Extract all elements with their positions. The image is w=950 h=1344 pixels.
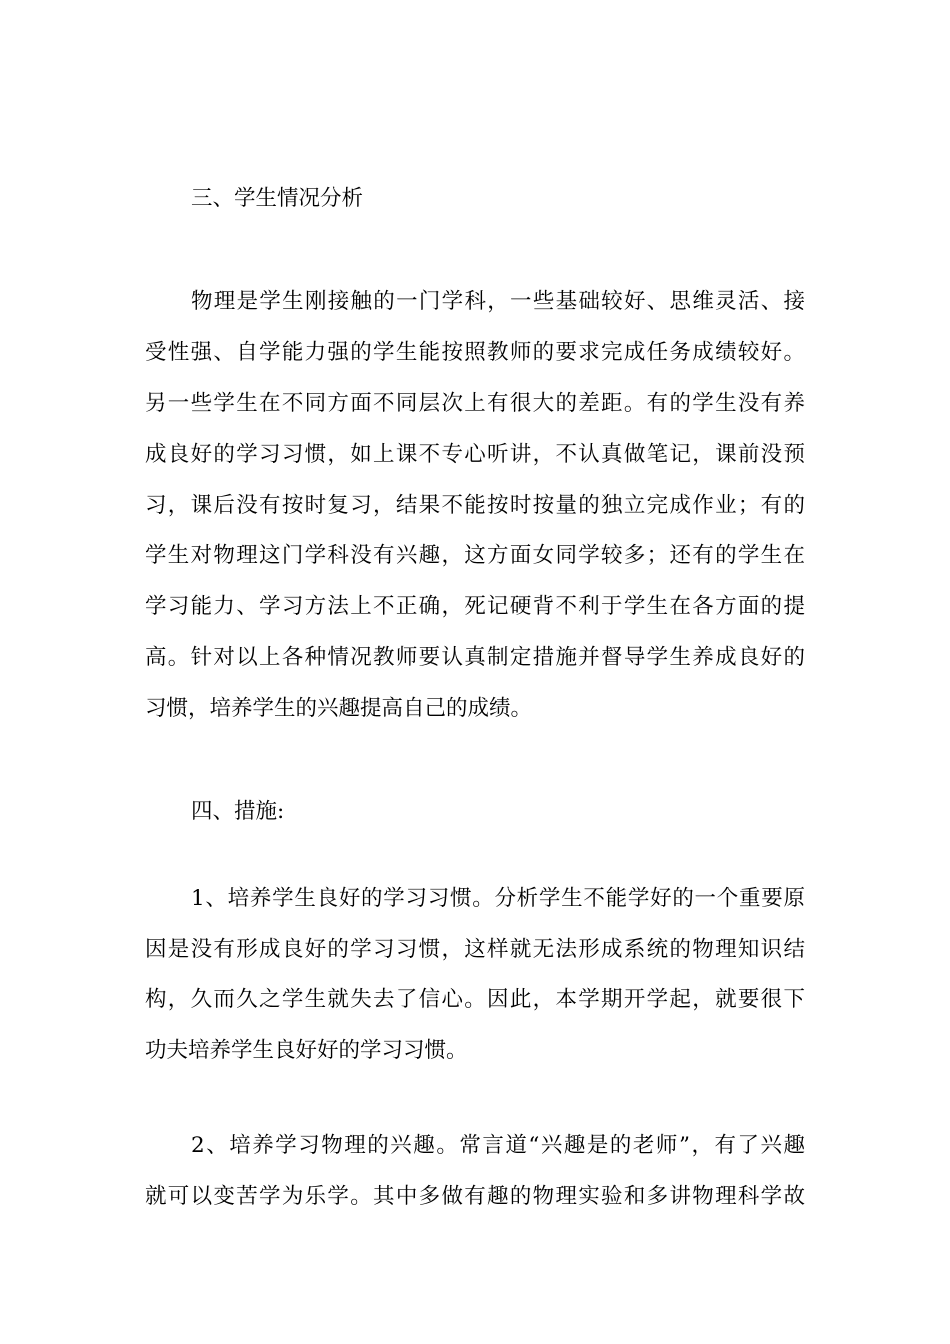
paragraph-line: 1、培养学生良好的学习习惯。分析学生不能学好的一个重要原: [191, 886, 805, 911]
paragraph-line: 学生对物理这门学科没有兴趣，这方面女同学较多；还有的学生在: [145, 543, 805, 568]
paragraph-line: 受性强、自学能力强的学生能按照教师的要求完成任务成绩较好。: [145, 340, 805, 365]
paragraph-line: 习惯，培养学生的兴趣提高自己的成绩。: [145, 696, 533, 721]
paragraph-line: 高。针对以上各种情况教师要认真制定措施并督导学生养成良好的: [145, 645, 805, 670]
section-heading-student-analysis: 三、学生情况分析: [191, 186, 364, 211]
section-heading-measures: 四、措施:: [191, 799, 285, 824]
paragraph-line: 成良好的学习习惯，如上课不专心听讲，不认真做笔记，课前没预: [145, 442, 805, 467]
paragraph-line: 因是没有形成良好的学习习惯，这样就无法形成系统的物理知识结: [145, 937, 805, 962]
paragraph-line: 另一些学生在不同方面不同层次上有很大的差距。有的学生没有养: [145, 391, 805, 416]
paragraph-line: 习，课后没有按时复习，结果不能按时按量的独立完成作业；有的: [145, 493, 805, 518]
paragraph-line: 2、培养学习物理的兴趣。常言道“兴趣是的老师”，有了兴趣: [191, 1133, 805, 1158]
paragraph-line: 学习能力、学习方法上不正确，死记硬背不利于学生在各方面的提: [145, 594, 805, 619]
paragraph-line: 构，久而久之学生就失去了信心。因此，本学期开学起，就要很下: [145, 987, 805, 1012]
paragraph-line: 就可以变苦学为乐学。其中多做有趣的物理实验和多讲物理科学故: [145, 1184, 805, 1209]
paragraph-line: 物理是学生刚接触的一门学科，一些基础较好、思维灵活、接: [191, 289, 805, 314]
paragraph-line: 功夫培养学生良好好的学习习惯。: [145, 1038, 468, 1063]
